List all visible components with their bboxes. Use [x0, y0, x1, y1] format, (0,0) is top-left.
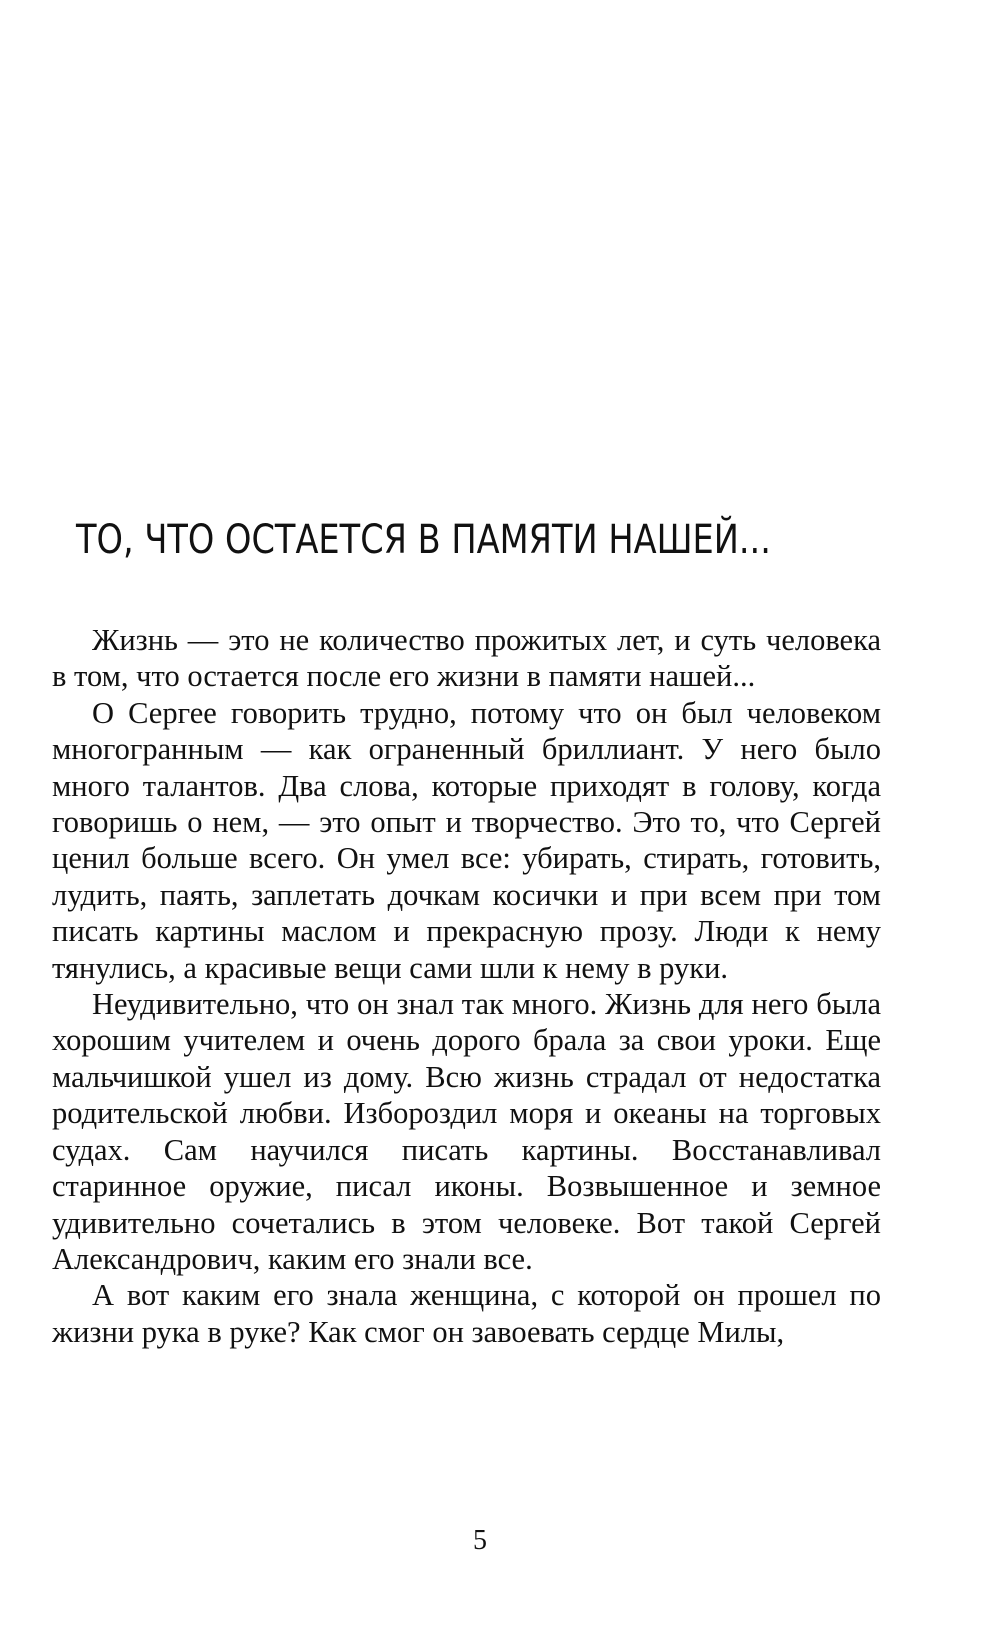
- chapter-title: ТО, ЧТО ОСТАЕТСЯ В ПАМЯТИ НАШЕЙ...: [76, 517, 771, 563]
- paragraph: Жизнь — это не количество прожитых лет, и суть человека в том, что остается после его жизни в памяти нашей...: [52, 623, 881, 694]
- page-number: 5: [473, 1525, 487, 1556]
- paragraph: О Сергее говорить трудно, потому что он был человеком многогранным — как ограненный бриллиант. У него было много талантов. Два слова, которые приходят в голову, когда говоришь о нем, — это опыт и творчество. Это то, что Сергей ценил больше всего. Он умел все: убирать, стирать, готовить, лудить, паять, заплетать дочкам косички и при всем при том писать картины маслом и прекрасную прозу. Люди к нему тянулись, а красивые вещи сами шли к нему в руки.: [52, 695, 881, 985]
- body-text: [52, 622, 881, 1350]
- paragraph: Неудивительно, что он знал так много. Жизнь для него была хорошим учителем и очень дорого брала за свои уроки. Еще мальчишкой ушел из дому. Всю жизнь страдал от недостатка родительской любви. Избороздил моря и океаны на торговых судах. Сам научился писать картины. Восстанавливал старинное оружие, писал иконы. Возвышенное и земное удивительно сочетались в этом человеке. Вот такой Сергей Александрович, каким его знали все.: [52, 987, 881, 1276]
- paragraph: А вот каким его знала женщина, с которой он прошел по жизни рука в руке? Как смог он завоевать сердце Милы,: [52, 1278, 881, 1349]
